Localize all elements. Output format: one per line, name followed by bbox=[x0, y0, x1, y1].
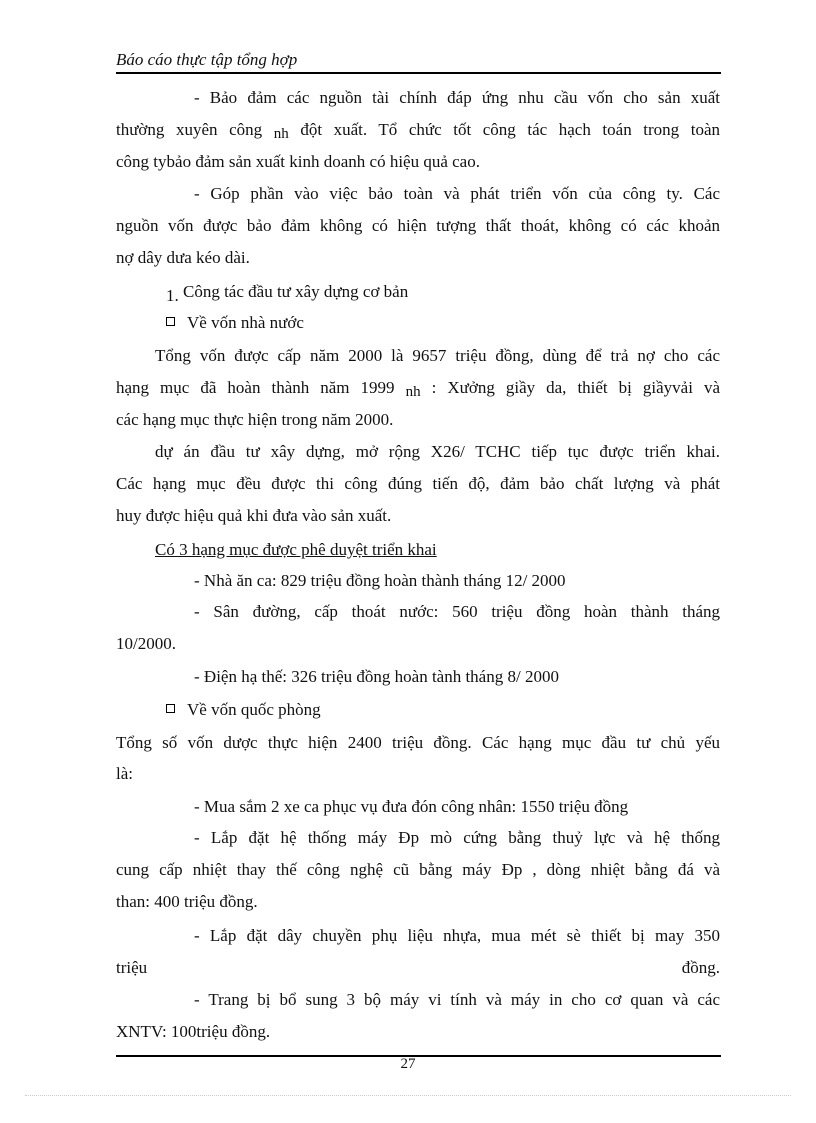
section-heading: 1. Công tác đầu tư xây dựng cơ bản bbox=[166, 282, 409, 305]
bullet-heading: Về vốn nhà nước bbox=[166, 313, 304, 333]
list-item: - Lắp đặt hệ thống máy Đp mò cứng bằng thuỷ lực và hệ thống bbox=[194, 828, 720, 847]
paragraph-line: dự án đầu tư xây dựng, mở rộng X26/ TCHC tiếp tục được triển khai. bbox=[155, 442, 720, 461]
list-item: - Sân đường, cấp thoát nước: 560 triệu đồng hoàn thành tháng bbox=[194, 602, 720, 621]
page-number: 27 bbox=[400, 1056, 416, 1072]
paragraph-line: Tổng vốn được cấp năm 2000 là 9657 triệu đồng, dùng để trả nợ cho các bbox=[155, 346, 720, 365]
section-number: 1. bbox=[166, 286, 179, 305]
square-bullet-icon bbox=[166, 704, 175, 713]
paragraph-line: - Bảo đảm các nguồn tài chính đáp ứng nhu cầu vốn cho sản xuất bbox=[194, 88, 720, 107]
underlined-heading: Có 3 hạng mục được phê duyệt triển khai bbox=[155, 540, 437, 559]
paragraph-line: nợ dây dưa kéo dài. bbox=[116, 248, 250, 267]
list-item-continuation: triệu đồng. bbox=[116, 958, 720, 977]
list-item: - Nhà ăn ca: 829 triệu đồng hoàn thành tháng 12/ 2000 bbox=[194, 571, 566, 590]
page-edge-divider bbox=[25, 1095, 791, 1096]
paragraph-line: huy được hiệu quả khi đưa vào sản xuất. bbox=[116, 506, 392, 525]
header-rule bbox=[116, 72, 721, 74]
list-item-continuation: cung cấp nhiệt thay thế công nghệ cũ bằng máy Đp , dòng nhiệt bằng đá và bbox=[116, 860, 720, 879]
paragraph-line: các hạng mục thực hiện trong năm 2000. bbox=[116, 410, 394, 429]
square-bullet-icon bbox=[166, 317, 175, 326]
list-item-continuation: XNTV: 100triệu đồng. bbox=[116, 1022, 271, 1041]
paragraph-line: hạng mục đã hoàn thành năm 1999 nh : Xưởng giầy da, thiết bị giầyvải và bbox=[116, 378, 721, 400]
paragraph-line: Tổng số vốn dược thực hiện 2400 triệu đồng. Các hạng mục đầu tư chủ yếu bbox=[116, 733, 720, 752]
bullet-heading: Về vốn quốc phòng bbox=[166, 700, 321, 720]
paragraph-line: Các hạng mục đều được thi công đúng tiến độ, đảm bảo chất lượng và phát bbox=[116, 474, 720, 493]
page-header-title: Báo cáo thực tập tổng hợp bbox=[116, 50, 298, 69]
list-item: - Trang bị bổ sung 3 bộ máy vi tính và máy in cho cơ quan và các bbox=[194, 990, 720, 1009]
paragraph-line: công tybảo đảm sản xuất kinh doanh có hiệu quả cao. bbox=[116, 152, 480, 171]
list-item-continuation: than: 400 triệu đồng. bbox=[116, 892, 258, 911]
paragraph-line: nguồn vốn được bảo đảm không có hiện tượng thất thoát, không có các khoản bbox=[116, 216, 720, 235]
list-item: - Mua sắm 2 xe ca phục vụ đưa đón công nhân: 1550 triệu đồng bbox=[194, 797, 629, 816]
list-item: - Lắp đặt dây chuyền phụ liệu nhựa, mua mét sè thiết bị may 350 bbox=[194, 926, 720, 945]
list-item: - Điện hạ thế: 326 triệu đồng hoàn tành tháng 8/ 2000 bbox=[194, 667, 559, 686]
list-item-continuation: 10/2000. bbox=[116, 634, 176, 653]
paragraph-line: - Góp phần vào việc bảo toàn và phát triển vốn của công ty. Các bbox=[194, 184, 720, 203]
paragraph-line: thường xuyên công nh đột xuất. Tổ chức tốt công tác hạch toán trong toàn bbox=[116, 120, 720, 142]
paragraph-line: là: bbox=[116, 764, 133, 783]
